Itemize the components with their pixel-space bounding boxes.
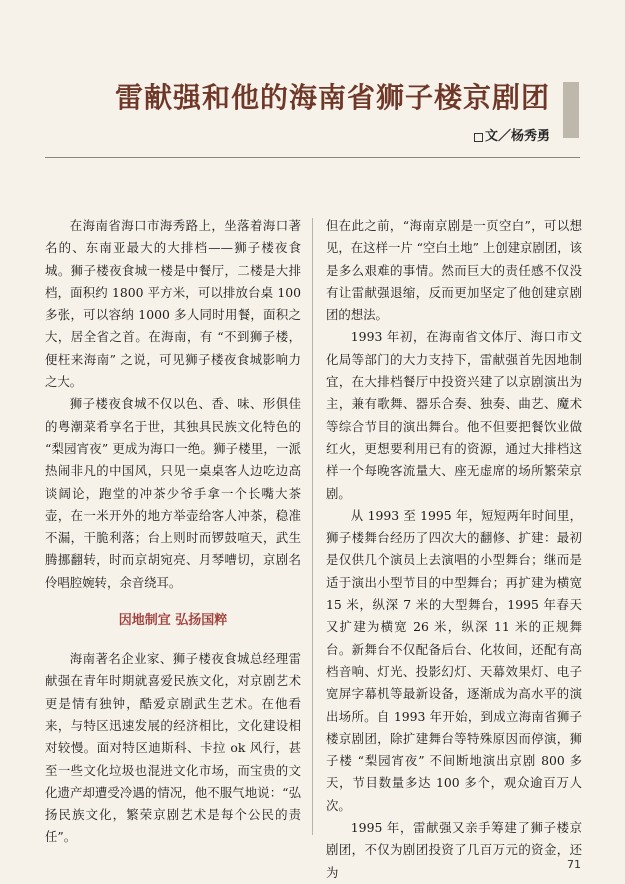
title-accent-bar — [563, 82, 579, 138]
paragraph: 1993 年初，在海南省文体厅、海口市文化局等部门的大力支持下，雷献强首先因地制宜，在大排档餐厅中投资兴建了以京剧演出为主，兼有歌舞、器乐合奏、独奏、曲艺、魔术等综合节目的演出舞台。他不但要把餐饮业做红火，更想要利用已有的资源，通过大排档这样一个每晚客流量大、座无虚席的场所繁荣京剧。 — [326, 329, 582, 501]
header-rule — [45, 157, 580, 158]
column-divider — [312, 218, 313, 835]
paragraph: 从 1993 至 1995 年，短短两年时间里，狮子楼舞台经历了四次大的翻修、扩建：最初是仅供几个演员上去演唱的小型舞台；继而是适于演出小型节目的中型舞台；再扩建为横宽 15 米，纵深 7 米的大型舞台，1995 年春天又扩建为横宽 26 米，纵深 11 米的正规舞台。新舞台不仅配备后台、化妆间，还配有高档音响、灯光、投影幻灯、天幕效果灯、电子宽屏字幕机等最新设备，逐渐成为高水平的演出场所。自 1993 年开始，到成立海南省狮子楼京剧团，除扩建舞台等特殊原因而停演，狮子楼 “梨园宵夜” 不间断地演出京剧 800 多天，节目数量多达 100 多个，观众逾百万人次。 — [326, 507, 582, 813]
page-number: 71 — [567, 858, 581, 871]
paragraph: 狮子楼夜食城不仅以色、香、味、形俱佳的粤潮菜肴享名于世，其独具民族文化特色的 “梨园宵夜” 更成为海口一绝。狮子楼里，一派热闹非凡的中国风，只见一桌桌客人边吃边高谈阔论，跑堂的冲茶少爷手拿一个长嘴大茶壶，在一米开外的地方举壶给客人冲茶，稳准不漏，干脆利落；台上则时而锣鼓喧天，武生腾挪翻转，时而京胡宛亮、月琴嘈切，京剧名伶唱腔婉转，余音绕耳。 — [45, 396, 301, 590]
left-column — [45, 215, 301, 849]
byline-text: 文／杨秀勇 — [484, 129, 550, 144]
paragraph: 在海南省海口市海秀路上，坐落着海口著名的、东南亚最大的大排档——狮子楼夜食城。狮子楼夜食城一楼是中餐厅，二楼是大排档，面积约 1800 平方米，可以排放台桌 100 多张，可以容纳 1000 多人同时用餐，面积之大，居全省之首。在海南，有 “不到狮子楼，便枉来海南” 之说，可见狮子楼夜食城影响力之大。 — [45, 218, 301, 390]
byline — [474, 128, 550, 146]
paragraph: 1995 年，雷献强又亲手筹建了狮子楼京剧团，不仅为剧团投资了几百万元的资金，还为 — [326, 820, 582, 880]
article-title: 雷献强和他的海南省狮子楼京剧团 — [114, 81, 550, 114]
byline-square-icon — [474, 133, 483, 142]
paragraph-continued: 但在此之前，“海南京剧是一页空白”，可以想见，在这样一片 “空白土地” 上创建京剧团，该是多么艰难的事情。然而巨大的责任感不仅没有让雷献强退缩，反而更加坚定了他创建京剧团的想法。 — [326, 218, 582, 323]
section-subheading: 因地制宜 弘扬国粹 — [118, 613, 228, 629]
paragraph: 海南著名企业家、狮子楼夜食城总经理雷献强在青年时期就喜爱民族文化，对京剧艺术更是情有独钟，酷爱京剧武生艺术。在他看来，与特区迅速发展的经济相比，文化建设相对较慢。面对特区迪斯科、卡拉 ok 风行，甚至一些文化垃圾也混进文化市场，而宝贵的文化遗产却遭受冷遇的情况，他不服气地说：“弘扬民族文化，繁荣京剧艺术是每个公民的责任”。 — [45, 651, 301, 845]
right-column — [326, 215, 582, 884]
